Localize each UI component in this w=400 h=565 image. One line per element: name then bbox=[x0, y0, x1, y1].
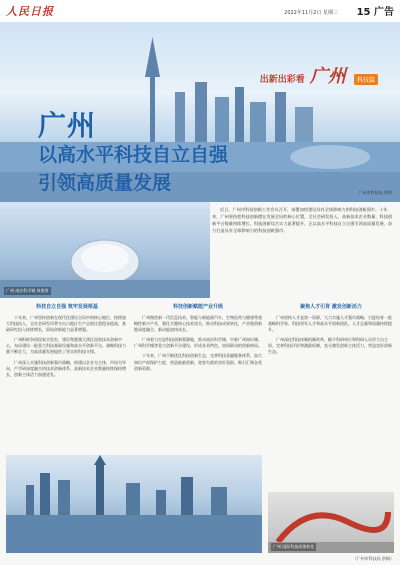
column-1-paragraph: 广州深入实施科技创新强市战略，构建以企业为主体、市场为导向、产学研深度融合的技术创新体系，高新技术企业数量持续保持增长，创新主体活力加速迸发。 bbox=[6, 359, 126, 377]
hero-title: 广州 bbox=[38, 109, 97, 142]
column-2-subhead: 科技创新赋能产业升级 bbox=[172, 304, 223, 310]
column-2-paragraph: 广州聚焦新一代信息技术、智能与新能源汽车、生物医药与健康等战略性新兴产业，强化关键核心技术攻关，推动科技成果转化，产业链创新链深度融合，新动能加快成长。 bbox=[134, 315, 262, 333]
footer-note: （广州市科技局 供稿） bbox=[352, 556, 394, 561]
photo-credit: 广州市科技局 供图 bbox=[358, 190, 392, 195]
hero-banner bbox=[0, 22, 400, 202]
column-1-paragraph: 十年来，广州坚持创新在现代化建设全局中的核心地位，持续加大科技投入，全社会研发经费支出占地区生产总值比重稳步提高，基础研究投入持续增长，原始创新能力显著增强。 bbox=[6, 315, 126, 333]
campaign-badge bbox=[260, 62, 378, 88]
column-3-subhead: 聚焦人才引育 激发创新活力 bbox=[300, 304, 362, 310]
city-aerial-graphic bbox=[6, 455, 262, 553]
science-city-photo bbox=[0, 202, 210, 298]
article-column-2 bbox=[134, 302, 262, 374]
hero-subtitle-line1: 以高水平科技自立自强 bbox=[38, 144, 229, 166]
article-column-3 bbox=[268, 302, 394, 358]
science-city-graphic bbox=[0, 202, 210, 298]
column-3-paragraph: 广州坚持人才是第一资源，大力实施人才强市战略，引进培育一批战略科学家、科技领军人才和高水平创新团队，人才总量和质量持续提升。 bbox=[268, 315, 392, 333]
column-2-paragraph: 广州着力打造科技创新策源地，推动南沙科学城、中新广州知识城、广州科学城等重大创新平台建设，形成各具特色、协同联动的创新格局。 bbox=[134, 337, 262, 349]
city-aerial-photo bbox=[6, 455, 262, 553]
science-city-caption: 广州 南沙科学城 效果图 bbox=[6, 288, 49, 293]
column-2-paragraph: 十年来，广州不断优化科技创新生态，完善科技金融服务体系，加大知识产权保护力度，营造鼓励创新、宽容失败的良好氛围，吸引汇聚各类创新资源。 bbox=[134, 353, 262, 371]
issue-date: 2022年11月2日 星期三 bbox=[284, 10, 338, 16]
lead-paragraph: 近日，广州市科技创新工作会议召开，部署加快建设具有全球影响力的科技创新强市。十年来，广州坚持把科技创新摆在发展全局的核心位置，全社会研发投入、高新技术企业数量、科技创新平台数量持续增长，科技创新综合实力显著提升，正以高水平科技自立自强引领高质量发展，奋力打造具有全球影响力的科技创新强市。 bbox=[212, 207, 393, 233]
newspaper-logo: 人民日报 bbox=[6, 5, 54, 18]
campaign-tag: 科技篇 bbox=[354, 74, 378, 85]
masthead bbox=[0, 0, 400, 23]
article-column-1 bbox=[6, 302, 128, 380]
column-1-paragraph: 广州积极争创国家实验室，建设粤港澳大湾区国家技术创新中心，布局建设一批重大科技基础设施和高水平创新平台，战略科技力量不断壮大，为高质量发展提供了坚实的科技支撑。 bbox=[6, 337, 126, 355]
page-label: 15 广告 bbox=[356, 7, 394, 18]
hero-subtitle-line2: 引领高质量发展 bbox=[38, 172, 172, 194]
tech-exhibit-caption: 广州 国际科技成果转化 bbox=[273, 544, 315, 549]
campaign-top-text: 出新出彩看 bbox=[259, 75, 305, 85]
column-3-paragraph: 广州深化科技体制机制改革，赋予科研单位和科研人员更大自主权，完善科技评价和激励机制，充分激发创新主体活力，营造良好创新生态。 bbox=[268, 337, 392, 355]
column-1-subhead: 科技自立自强 筑牢发展根基 bbox=[36, 304, 98, 310]
tech-exhibit-photo bbox=[268, 492, 394, 553]
campaign-city-text: 广州 bbox=[309, 66, 346, 87]
